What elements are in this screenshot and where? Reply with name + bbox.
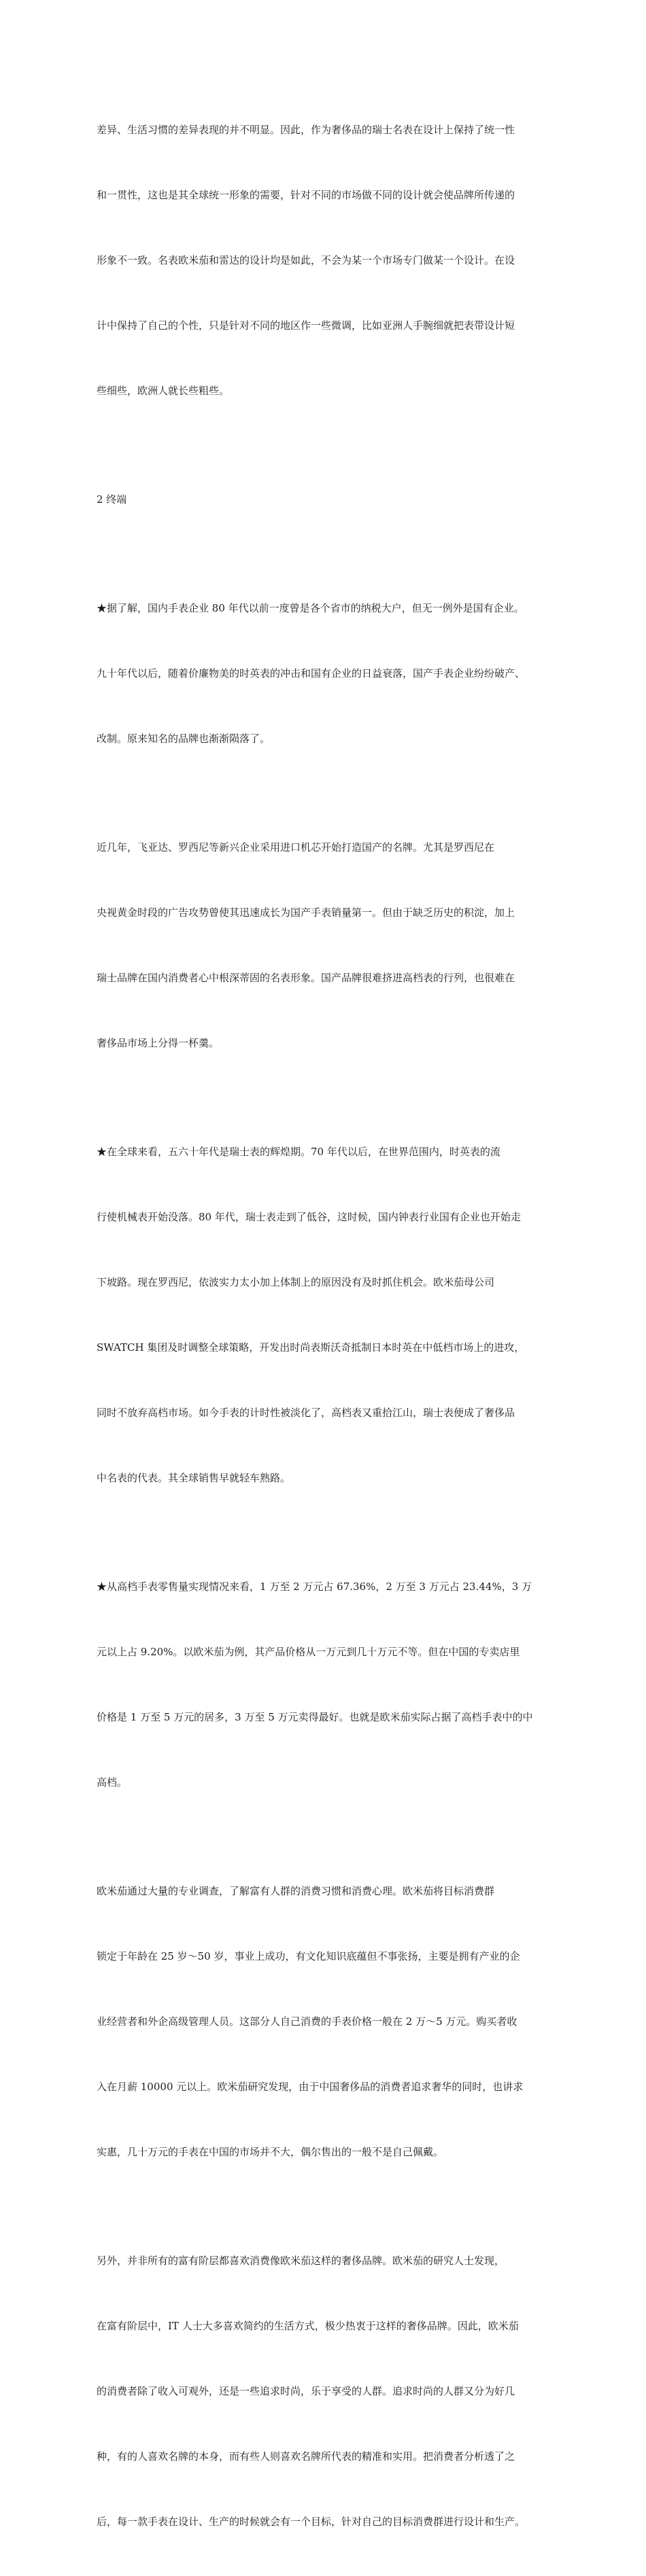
text-line: ★在全球来看，五六十年代是瑞士表的辉煌期。70 年代以后，在世界范围内，时英表的流 (97, 1146, 500, 1158)
text-line: 后，每一款手表在设计、生产的时候就会有一个目标，针对自己的目标消费群进行设计和生产。 (97, 2516, 526, 2528)
text-line: 行使机械表开始没落。80 年代，瑞士表走到了低谷，这时候，国内钟表行业国有企业也开始走 (97, 1211, 521, 1223)
text-line: 锁定于年龄在 25 岁～50 岁，事业上成功，有文化知识底蕴但不事张扬，主要是拥有产业的企 (97, 1950, 520, 1962)
paragraph-global-view (97, 1097, 558, 1532)
text-line: ★据了解，国内手表企业 80 年代以前一度曾是各个省市的纳税大户，但无一例外是国有企业。 (97, 602, 524, 614)
text-line: SWATCH 集团及时调整全球策略，开发出时尚表斯沃奇抵制日本时英在中低档市场上的进攻， (97, 1341, 525, 1354)
text-line: 计中保持了自己的个性，只是针对不同的地区作一些微调，比如亚洲人手腕细就把表带设计短 (97, 319, 515, 332)
paragraph-consumer-analysis (97, 2206, 558, 2576)
paragraph-design-consistency (97, 75, 558, 445)
text-line: 同时不放弃高档市场。如今手表的计时性被淡化了，高档表又重拾江山，瑞士表便成了奢侈品 (97, 1407, 515, 1419)
section-heading-terminal (97, 445, 558, 554)
document-body (97, 75, 558, 2576)
text-line: 入在月薪 10000 元以上。欧米茄研究发现，由于中国奢侈品的消费者追求奢华的同时，也讲求 (97, 2081, 524, 2093)
text-line: 业经营者和外企高级管理人员。这部分人自己消费的手表价格一般在 2 万～5 万元。购买者收 (97, 2015, 517, 2028)
text-line: 价格是 1 万至 5 万元的居多，3 万至 5 万元卖得最好。也就是欧米茄实际占据了高档手表中的中 (97, 1711, 533, 1723)
text-line: 奢侈品市场上分得一杯羹。 (97, 1037, 220, 1049)
text-line: 的消费者除了收入可观外，还是一些追求时尚，乐于享受的人群。追求时尚的人群又分为好几 (97, 2385, 515, 2397)
text-line: 改制。原来知名的品牌也渐渐陨落了。 (97, 733, 271, 745)
section-heading-text: 2 终端 (97, 493, 127, 506)
text-line: 九十年代以后，随着价廉物美的时英表的冲击和国有企业的日益衰落，国产手表企业纷纷破产、 (97, 667, 526, 680)
text-line: 种，有的人喜欢名牌的本身，而有些人则喜欢名牌所代表的精准和实用。把消费者分析透了之 (97, 2450, 515, 2463)
text-line: 下坡路。现在罗西尼，依波实力太小加上体制上的原因没有及时抓住机会。欧米茄母公司 (97, 1276, 495, 1288)
paragraph-retail-share (97, 1532, 558, 1837)
paragraph-target-consumers (97, 1837, 558, 2206)
text-line: 高档。 (97, 1776, 128, 1788)
text-line: 些细些，欧洲人就长些粗些。 (97, 385, 230, 397)
text-line: 和一贯性，这也是其全球统一形象的需要，针对不同的市场做不同的设计就会使品牌所传递的 (97, 189, 515, 201)
text-line: 在富有阶层中，IT 人士大多喜欢简约的生活方式，极少热衷于这样的奢侈品牌。因此，欧米茄 (97, 2320, 519, 2332)
paragraph-domestic-history (97, 554, 558, 793)
text-line: 差异、生活习惯的差异表现的并不明显。因此，作为奢侈品的瑞士名表在设计上保持了统一性 (97, 124, 515, 136)
text-line: 元以上占 9.20%。以欧米茄为例，其产品价格从一万元到几十万元不等。但在中国的专卖店里 (97, 1646, 520, 1658)
text-line: 近几年，飞亚达、罗西尼等新兴企业采用进口机芯开始打造国产的名牌。尤其是罗西尼在 (97, 841, 495, 853)
text-line: 形象不一致。名表欧米茄和雷达的设计均是如此，不会为某一个市场专门做某一个设计。在设 (97, 254, 515, 266)
text-line: ★从高档手表零售量实现情况来看，1 万至 2 万元占 67.36%，2 万至 3 万元占 23.44%，3 万 (97, 1581, 532, 1593)
text-line: 瑞士品牌在国内消费者心中根深蒂固的名表形象。国产品牌很难挤进高档表的行列，也很难在 (97, 972, 515, 984)
text-line: 中名表的代表。其全球销售早就轻车熟路。 (97, 1472, 291, 1484)
text-line: 另外，并非所有的富有阶层都喜欢消费像欧米茄这样的奢侈品牌。欧米茄的研究人士发现， (97, 2255, 505, 2267)
text-line: 欧米茄通过大量的专业调查，了解富有人群的消费习惯和消费心理。欧米茄将目标消费群 (97, 1885, 495, 1897)
text-line: 央视黄金时段的广告攻势曾使其迅速成长为国产手表销量第一。但由于缺乏历史的积淀，加上 (97, 906, 515, 919)
paragraph-domestic-brands (97, 793, 558, 1097)
text-line: 实惠，几十万元的手表在中国的市场并不大，偶尔售出的一般不是自己佩戴。 (97, 2146, 444, 2158)
